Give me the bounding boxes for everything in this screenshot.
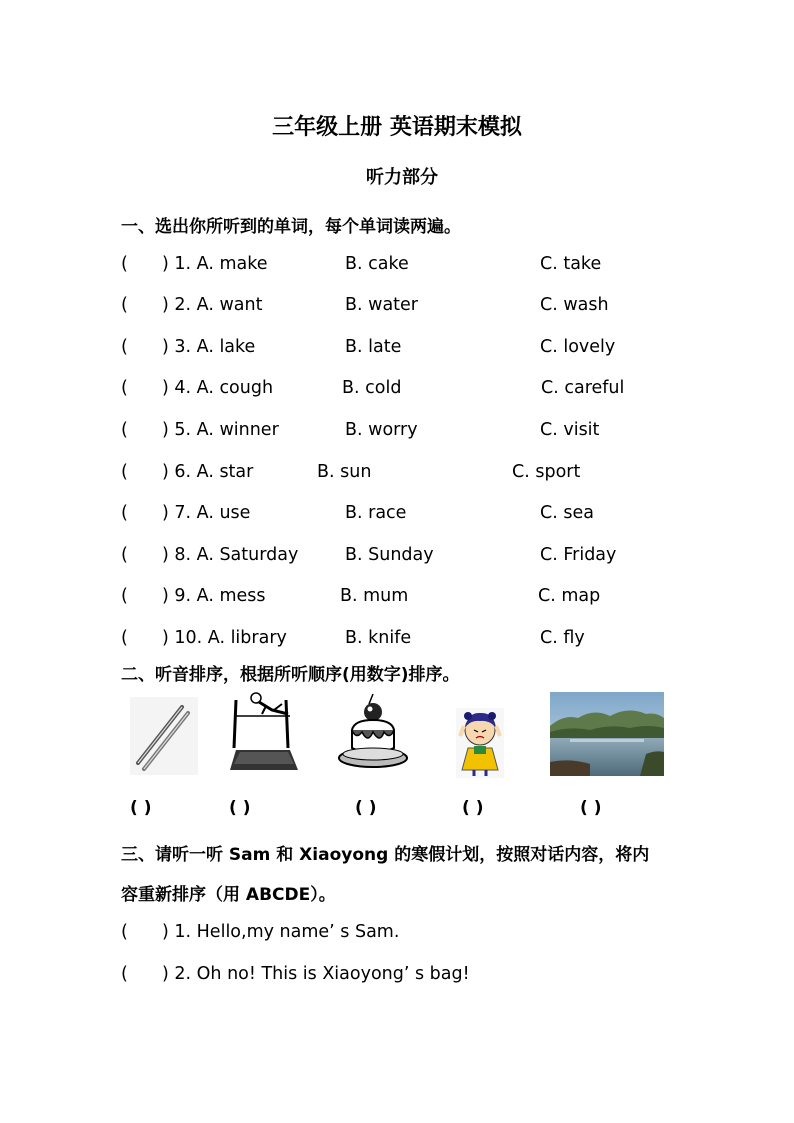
dialogue-line: ) 1. Hello,my name’ s Sam. xyxy=(162,922,400,942)
answer-blank[interactable]: ( xyxy=(121,254,128,274)
option-a: ) 8. A. Saturday xyxy=(162,545,299,565)
option-a: ) 7. A. use xyxy=(162,503,251,523)
option-c: C. fly xyxy=(540,628,585,648)
answer-blank[interactable]: ( xyxy=(121,628,128,648)
option-b: B. late xyxy=(345,337,402,357)
dialogue-line: ) 2. Oh no! This is Xiaoyong’ s bag! xyxy=(162,964,470,984)
option-a: ) 6. A. star xyxy=(162,462,254,482)
answer-blank[interactable]: ( xyxy=(121,922,128,942)
option-c: C. Friday xyxy=(540,545,617,565)
order-blank-1[interactable]: ( ) xyxy=(130,798,152,818)
order-blank-4[interactable]: ( ) xyxy=(462,798,484,818)
answer-blank[interactable]: ( xyxy=(121,503,128,523)
high-jump-picture xyxy=(226,690,298,778)
section1-heading: 一、选出你所听到的单词，每个单词读两遍。 xyxy=(121,217,461,237)
option-b: B. mum xyxy=(340,586,409,606)
cake-picture xyxy=(336,692,410,772)
answer-blank[interactable]: ( xyxy=(121,462,128,482)
section3-heading-line1: 三、请听一听 Sam 和 Xiaoyong 的寒假计划，按照对话内容，将内 xyxy=(121,845,650,865)
option-c: C. lovely xyxy=(540,337,616,357)
option-c: C. wash xyxy=(540,295,609,315)
option-b: B. worry xyxy=(345,420,418,440)
answer-blank[interactable]: ( xyxy=(121,378,128,398)
option-a: ) 3. A. lake xyxy=(162,337,256,357)
option-a: ) 10. A. library xyxy=(162,628,287,648)
section3-heading-line2: 容重新排序（用 ABCDE）。 xyxy=(121,885,336,905)
option-c: C. map xyxy=(538,586,601,606)
option-b: B. Sunday xyxy=(345,545,434,565)
option-b: B. cold xyxy=(342,378,402,398)
answer-blank[interactable]: ( xyxy=(121,337,128,357)
chopsticks-picture xyxy=(130,697,198,775)
section-subtitle: 听力部分 xyxy=(366,167,438,188)
order-blank-5[interactable]: ( ) xyxy=(580,798,602,818)
girl-headache-picture xyxy=(456,708,504,778)
option-b: B. knife xyxy=(345,628,412,648)
order-blank-2[interactable]: ( ) xyxy=(229,798,251,818)
option-b: B. cake xyxy=(345,254,409,274)
order-blank-3[interactable]: ( ) xyxy=(355,798,377,818)
option-a: ) 2. A. want xyxy=(162,295,263,315)
option-b: B. water xyxy=(345,295,418,315)
answer-blank[interactable]: ( xyxy=(121,295,128,315)
option-a: ) 9. A. mess xyxy=(162,586,266,606)
lake-picture xyxy=(550,692,664,776)
answer-blank[interactable]: ( xyxy=(121,420,128,440)
option-c: C. visit xyxy=(540,420,600,440)
option-c: C. take xyxy=(540,254,602,274)
answer-blank[interactable]: ( xyxy=(121,545,128,565)
option-c: C. sport xyxy=(512,462,581,482)
answer-blank[interactable]: ( xyxy=(121,964,128,984)
option-b: B. race xyxy=(345,503,407,523)
option-a: ) 4. A. cough xyxy=(162,378,274,398)
section2-heading: 二、听音排序，根据所听顺序(用数字)排序。 xyxy=(121,665,460,685)
option-a: ) 5. A. winner xyxy=(162,420,279,440)
option-a: ) 1. A. make xyxy=(162,254,268,274)
option-c: C. careful xyxy=(541,378,625,398)
option-c: C. sea xyxy=(540,503,594,523)
answer-blank[interactable]: ( xyxy=(121,586,128,606)
option-b: B. sun xyxy=(317,462,372,482)
page-title: 三年级上册 英语期末模拟 xyxy=(272,115,522,140)
